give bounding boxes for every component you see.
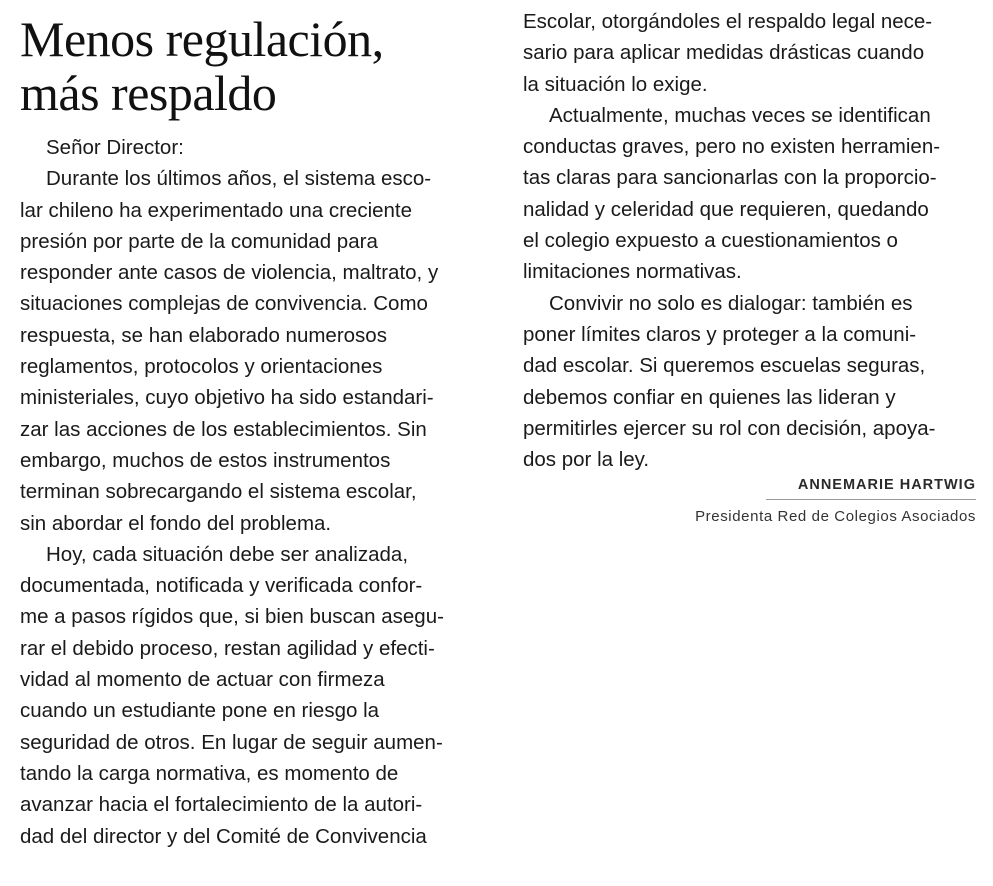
- right-column: [523, 0, 976, 525]
- signature-title: Presidenta Red de Colegios Asociados: [695, 508, 976, 526]
- headline-line-1: Menos regulación,: [20, 11, 384, 67]
- text-line: sario para aplicar medidas drásticas cuando: [523, 41, 925, 65]
- paragraph: [523, 100, 976, 288]
- paragraph: [523, 288, 976, 476]
- text-line: reglamentos, protocolos y orientaciones: [20, 355, 383, 379]
- text-line: sin abordar el fondo del problema.: [20, 511, 332, 535]
- text-line: cuando un estudiante pone en riesgo la: [20, 699, 380, 723]
- left-column: [20, 0, 475, 852]
- text-line: dad del director y del Comité de Convivencia: [20, 824, 427, 848]
- text-line: terminan sobrecargando el sistema escolar,: [20, 480, 417, 504]
- text-line: Hoy, cada situación debe ser analizada,: [46, 542, 409, 566]
- text-line: presión por parte de la comunidad para: [20, 229, 378, 253]
- text-line: documentada, notificada y verificada confor-: [20, 574, 423, 598]
- text-line: ministeriales, cuyo objetivo ha sido estandari-: [20, 386, 434, 410]
- text-line: dad escolar. Si queremos escuelas seguras,: [523, 354, 926, 378]
- text-line: tas claras para sancionarlas con la proporcio-: [523, 166, 937, 190]
- text-line: dos por la ley.: [523, 448, 650, 472]
- text-line: nalidad y celeridad que requieren, quedando: [523, 197, 929, 221]
- text-line: responder ante casos de violencia, maltrato, y: [20, 261, 439, 285]
- paragraph: [20, 163, 475, 539]
- signature-name: ANNEMARIE HARTWIG: [797, 477, 976, 494]
- text-line: seguridad de otros. En lugar de seguir aumen-: [20, 730, 443, 754]
- text-line: limitaciones normativas.: [523, 260, 742, 284]
- text-line: situaciones complejas de convivencia. Como: [20, 292, 428, 316]
- text-line: debemos confiar en quienes las lideran y: [523, 385, 896, 409]
- text-line: el colegio expuesto a cuestionamientos o: [523, 229, 898, 253]
- right-body: [523, 6, 976, 475]
- text-line: Durante los últimos años, el sistema esco-: [46, 167, 432, 191]
- text-line: conductas graves, pero no existen herramien-: [523, 135, 941, 159]
- text-line: la situación lo exige.: [523, 72, 708, 96]
- text-line: permitirles ejercer su rol con decisión, apoya-: [523, 416, 936, 440]
- text-line: tando la carga normativa, es momento de: [20, 761, 399, 785]
- text-line: zar las acciones de los establecimientos. Sin: [20, 417, 427, 441]
- text-line: lar chileno ha experimentado una creciente: [20, 198, 413, 222]
- left-body: [20, 163, 475, 852]
- paragraph: [20, 539, 475, 852]
- signature-divider: [766, 499, 976, 500]
- headline-line-2: más respaldo: [20, 65, 277, 121]
- text-line: rar el debido proceso, restan agilidad y efecti-: [20, 636, 435, 660]
- text-line: avanzar hacia el fortalecimiento de la autori-: [20, 793, 423, 817]
- text-line: Convivir no solo es dialogar: también es: [549, 291, 913, 315]
- text-line: vidad al momento de actuar con firmeza: [20, 668, 385, 692]
- text-line: Actualmente, muchas veces se identifican: [549, 103, 931, 127]
- text-line: respuesta, se han elaborado numerosos: [20, 323, 387, 347]
- salutation: Señor Director:: [46, 136, 184, 159]
- paragraph: [523, 6, 976, 100]
- text-line: poner límites claros y proteger a la comuni-: [523, 322, 917, 346]
- text-line: embargo, muchos de estos instrumentos: [20, 448, 391, 472]
- headline: [20, 12, 475, 120]
- text-line: me a pasos rígidos que, si bien buscan asegu-: [20, 605, 444, 629]
- text-line: Escolar, otorgándoles el respaldo legal nece-: [523, 10, 933, 33]
